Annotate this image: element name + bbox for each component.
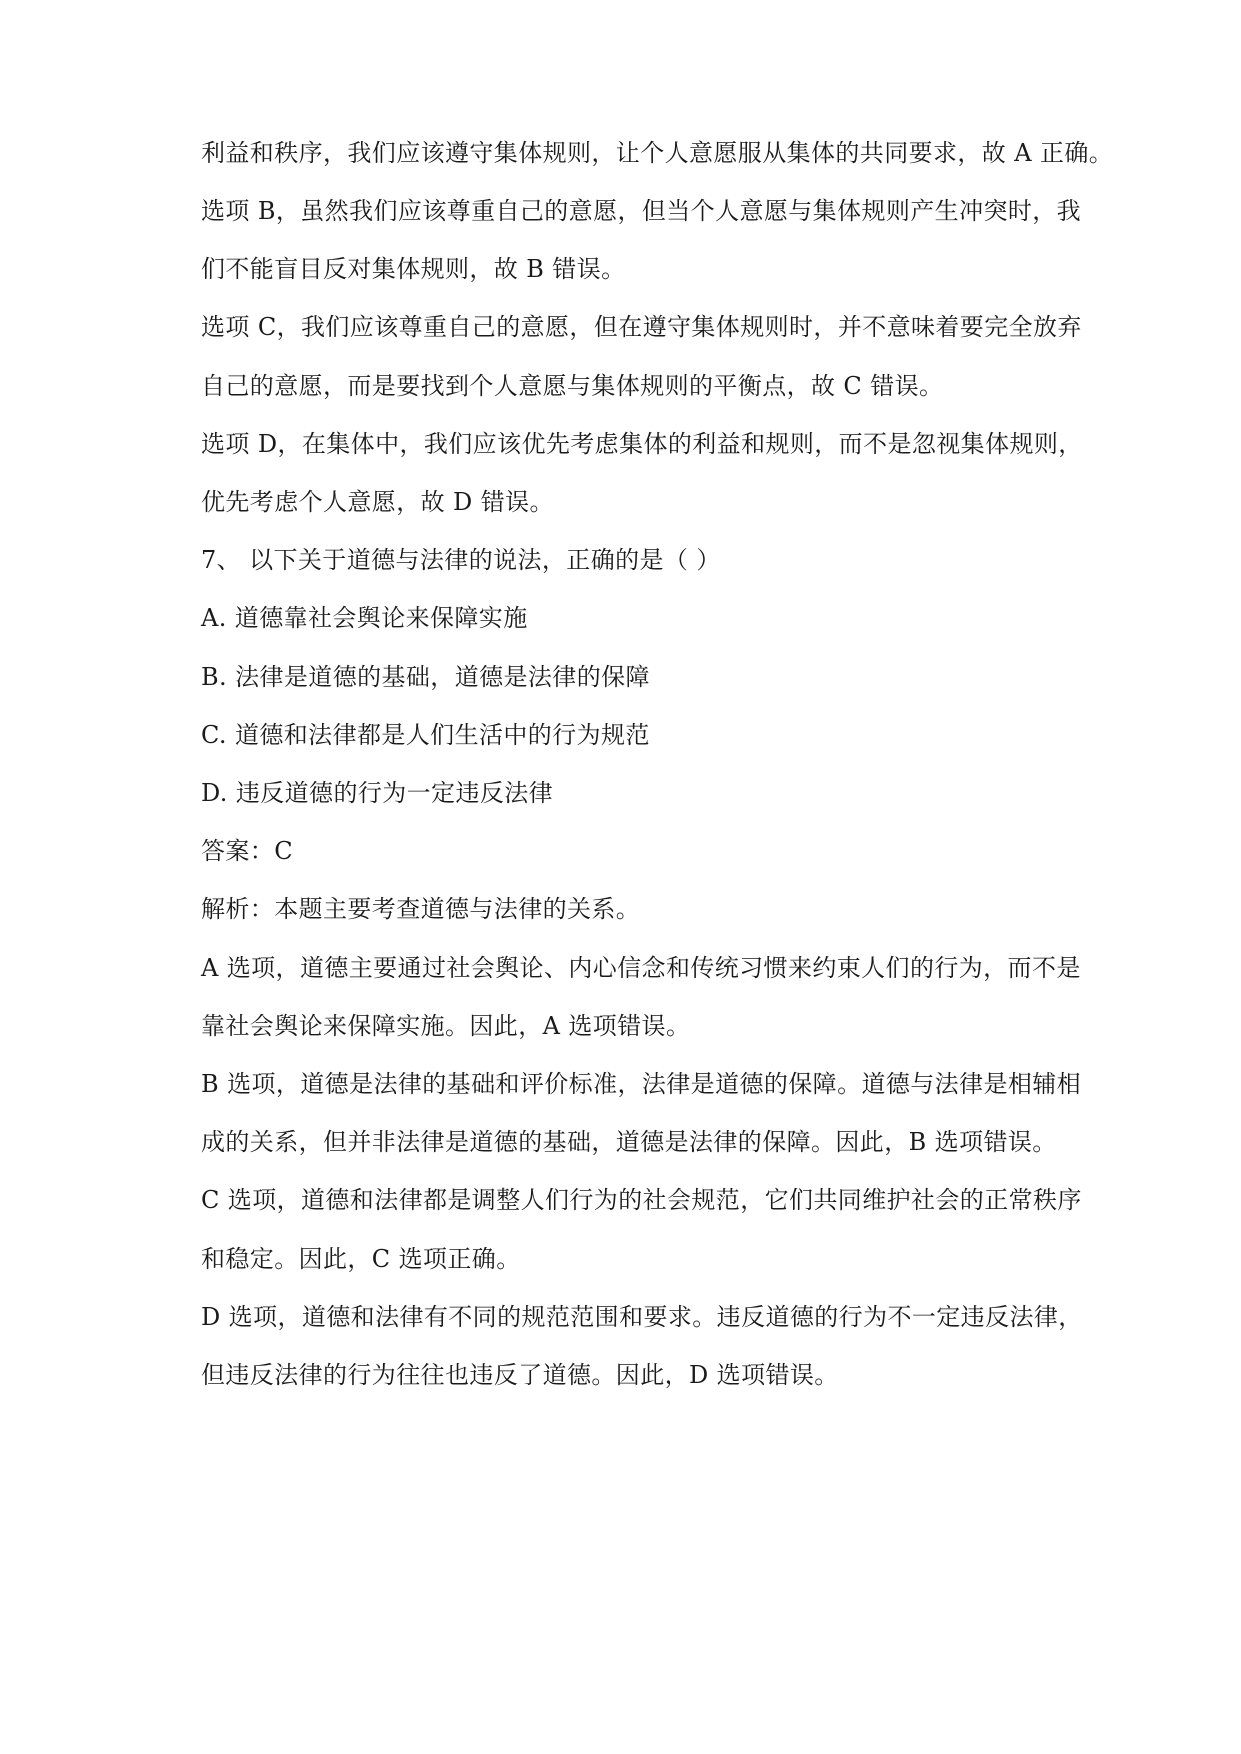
analysis-a-line-1: A 选项，道德主要通过社会舆论、内心信念和传统习惯来约束人们的行为，而不是	[201, 954, 1081, 982]
text-line-option-c-explanation: 选项 C，我们应该尊重自己的意愿，但在遵守集体规则时，并不意味着要完全放弃	[201, 313, 1082, 341]
question-7-option-a: A. 道德靠社会舆论来保障实施	[201, 604, 528, 632]
text-line-prev-conclusion-a: 利益和秩序，我们应该遵守集体规则，让个人意愿服从集体的共同要求，故 A 正确。	[201, 139, 1114, 167]
text-line-option-d-conclusion: 优先考虑个人意愿，故 D 错误。	[201, 488, 554, 516]
question-7-option-c: C. 道德和法律都是人们生活中的行为规范	[201, 721, 650, 749]
analysis-c-line-1: C 选项，道德和法律都是调整人们行为的社会规范，它们共同维护社会的正常秩序	[201, 1186, 1082, 1214]
analysis-d-line-1: D 选项，道德和法律有不同的规范范围和要求。违反道德的行为不一定违反法律，	[201, 1303, 1083, 1331]
question-7-answer: 答案：C	[201, 837, 293, 865]
text-line-option-b-conclusion: 们不能盲目反对集体规则，故 B 错误。	[201, 255, 626, 283]
analysis-b-line-1: B 选项，道德是法律的基础和评价标准，法律是道德的保障。道德与法律是相辅相	[201, 1070, 1082, 1098]
analysis-d-line-2: 但违反法律的行为往往也违反了道德。因此，D 选项错误。	[201, 1361, 839, 1389]
analysis-c-line-2: 和稳定。因此，C 选项正确。	[201, 1245, 521, 1273]
question-7-option-d: D. 违反道德的行为一定违反法律	[201, 779, 554, 807]
text-line-option-d-explanation: 选项 D，在集体中，我们应该优先考虑集体的利益和规则，而不是忽视集体规则，	[201, 430, 1083, 458]
text-line-option-c-conclusion: 自己的意愿，而是要找到个人意愿与集体规则的平衡点，故 C 错误。	[201, 372, 944, 400]
question-7-option-b: B. 法律是道德的基础，道德是法律的保障	[201, 663, 650, 691]
analysis-a-line-2: 靠社会舆论来保障实施。因此，A 选项错误。	[201, 1012, 691, 1040]
text-line-option-b-explanation: 选项 B，虽然我们应该尊重自己的意愿，但当个人意愿与集体规则产生冲突时，我	[201, 197, 1082, 225]
analysis-b-line-2: 成的关系，但并非法律是道德的基础，道德是法律的保障。因此，B 选项错误。	[201, 1128, 1057, 1156]
question-7-stem: 7、 以下关于道德与法律的说法，正确的是（ ）	[201, 546, 721, 574]
question-7-analysis-intro: 解析：本题主要考查道德与法律的关系。	[201, 895, 641, 923]
